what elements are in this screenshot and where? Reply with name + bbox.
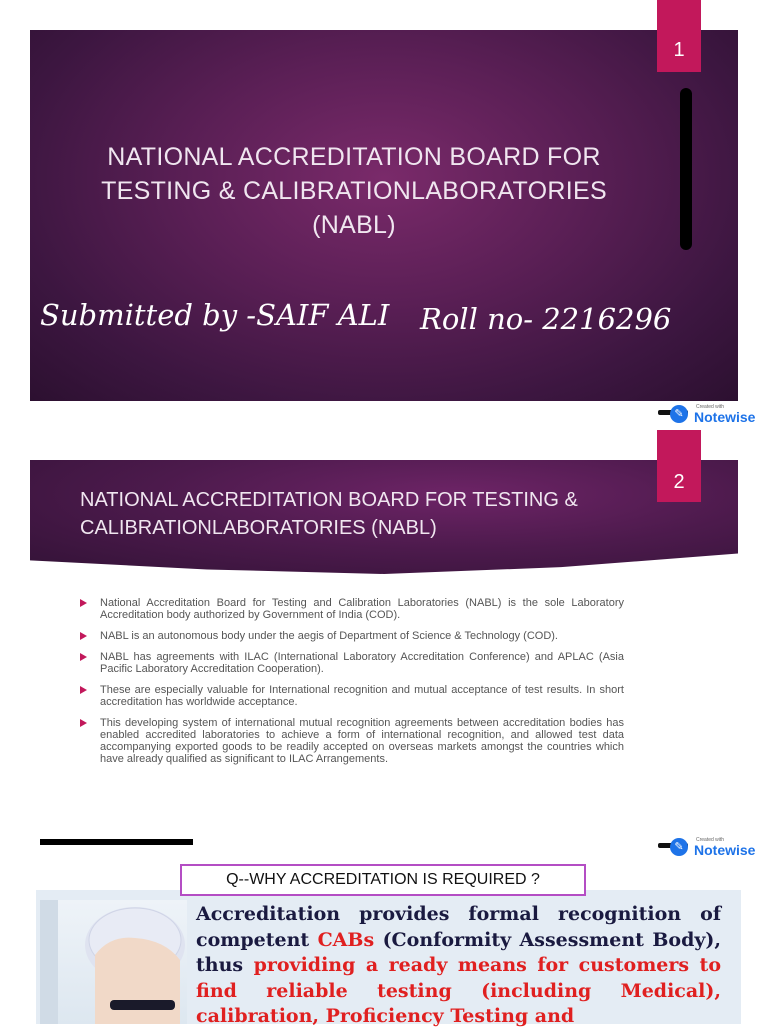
slide-1-title: NATIONAL ACCREDITATION BOARD FOR TESTING & CALIBRATIONLABORATORIES (NABL)	[101, 143, 607, 239]
accreditation-text: Accreditation provides formal recognition of competent CABs (Conformity Assessment Body), thus providing a ready means for customers to find reliable testing (including Medical), calibration, Proficiency Testing and	[196, 903, 722, 1027]
bullet-arrow-icon	[80, 686, 87, 694]
notewise-created: Created with	[696, 837, 725, 843]
bullet-arrow-icon	[80, 653, 87, 661]
question-heading: Q--WHY ACCREDITATION IS REQUIRED ?	[180, 864, 586, 896]
list-item: National Accreditation Board for Testing and Calibration Laboratories (NABL) is the sole Laboratory Accreditation body authorized by Government of India (COD).	[78, 597, 624, 621]
list-item: NABL is an autonomous body under the aegis of Department of Science & Technology (COD).	[78, 630, 624, 642]
list-item: This developing system of international mutual recognition agreements between accreditation bodies has enabled accredited laboratories to achieve a form of international recognition, and allowed test data accompanying exported goods to be readily accepted on overseas markets amongst the countries which have already qualified as significant to ILAC Arrangements.	[78, 717, 624, 765]
page-number-1: 1	[657, 0, 701, 72]
bullet-list	[78, 597, 624, 774]
list-item: These are especially valuable for International recognition and mutual acceptance of test results. In short accreditation has worldwide acceptance.	[78, 684, 624, 708]
submitted-by: Submitted by -SAIF ALI	[40, 298, 390, 332]
list-item: NABL has agreements with ILAC (International Laboratory Accreditation Conference) and APLAC (Asia Pacific Laboratory Accreditation Cooperation).	[78, 651, 624, 675]
doctor-image	[40, 900, 187, 1024]
doctor-illustration	[40, 900, 187, 1024]
notewise-logo: Notewise	[694, 842, 756, 858]
page-number-2: 2	[657, 430, 701, 502]
divider-bar	[40, 839, 193, 845]
slide-2-title: NATIONAL ACCREDITATION BOARD FOR TESTING & CALIBRATIONLABORATORIES (NABL)	[80, 489, 578, 539]
pen-icon: ✎	[670, 838, 688, 856]
bullet-arrow-icon	[80, 599, 87, 607]
notewise-created: Created with	[696, 404, 725, 410]
bullet-arrow-icon	[80, 719, 87, 727]
pen-icon: ✎	[670, 405, 688, 423]
roll-number: Roll no- 2216296	[420, 302, 672, 336]
bullet-arrow-icon	[80, 632, 87, 640]
scroll-indicator	[680, 88, 692, 250]
notewise-logo: Notewise	[694, 409, 756, 425]
